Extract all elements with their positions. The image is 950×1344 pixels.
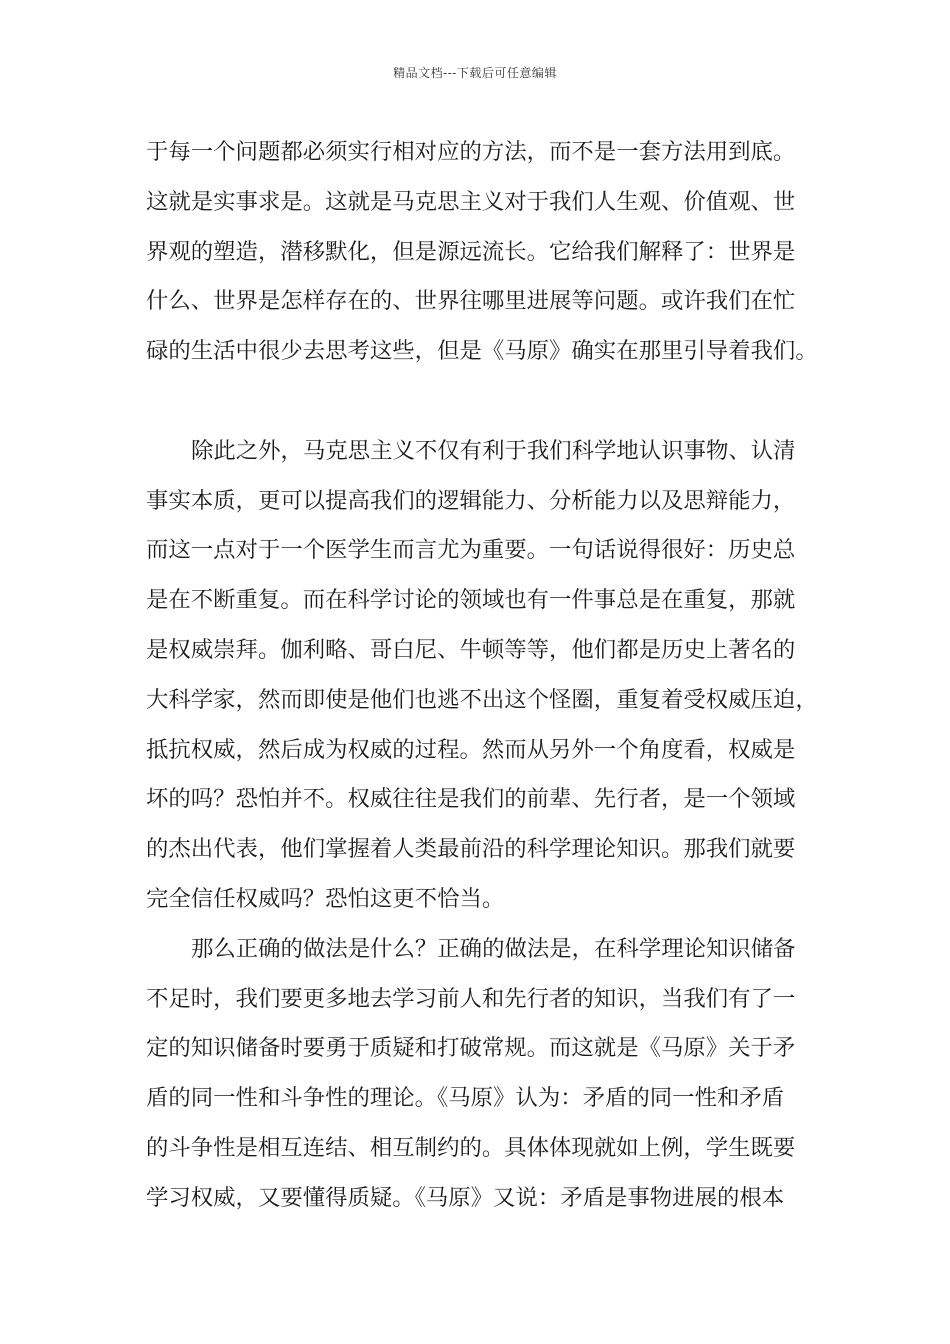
paragraph-line: 于每一个问题都必须实行相对应的方法，而不是一套方法用到底。 (146, 139, 796, 165)
document-body (146, 128, 826, 1224)
paragraph-line: 不足时，我们要更多地去学习前人和先行者的知识，当我们有了一 (146, 985, 796, 1012)
paragraph-line: 盾的同一性和斗争性的理论。《马原》认为：矛盾的同一性和矛盾 (146, 1085, 785, 1112)
paragraph-line: 界观的塑造，潜移默化，但是源远流长。它给我们解释了：世界是 (146, 238, 796, 265)
paragraph-3 (146, 925, 826, 1224)
paragraph-line: 碌的生活中很少去思考这些，但是《马原》确实在那里引导着我们。 (146, 338, 818, 365)
paragraph-line: 那么正确的做法是什么？正确的做法是，在科学理论知识储备 (191, 935, 796, 962)
paragraph-line: 是权威崇拜。伽利略、哥白尼、牛顿等等，他们都是历史上著名的 (146, 636, 796, 663)
paragraph-line: 完全信任权威吗？恐怕这更不恰当。 (146, 885, 505, 912)
paragraph-1 (146, 128, 826, 377)
paragraph-line: 定的知识储备时要勇于质疑和打破常规。而这就是《马原》关于矛 (146, 1035, 796, 1062)
paragraph-line: 这就是实事求是。这就是马克思主义对于我们人生观、价值观、世 (146, 188, 796, 215)
paragraph-line: 而这一点对于一个医学生而言尤为重要。一句话说得很好：历史总 (146, 537, 796, 564)
paragraph-line: 的斗争性是相互连结、相互制约的。具体体现就如上例，学生既要 (146, 1134, 796, 1161)
paragraph-line: 是在不断重复。而在科学讨论的领域也有一件事总是在重复，那就 (146, 587, 796, 614)
paragraph-line: 的杰出代表，他们掌握着人类最前沿的科学理论知识。那我们就要 (146, 836, 796, 863)
paragraph-line: 事实本质，更可以提高我们的逻辑能力、分析能力以及思辩能力， (146, 487, 796, 514)
paragraph-line: 什么、世界是怎样存在的、世界往哪里进展等问题。或许我们在忙 (146, 288, 796, 315)
paragraph-2 (146, 427, 826, 925)
paragraph-line: 坏的吗？恐怕并不。权威往往是我们的前辈、先行者，是一个领域 (146, 786, 796, 813)
paragraph-line: 抵抗权威，然后成为权威的过程。然而从另外一个角度看，权威是 (146, 736, 796, 763)
paragraph-line: 除此之外，马克思主义不仅有利于我们科学地认识事物、认清 (191, 437, 796, 464)
paragraph-gap (146, 377, 826, 427)
paragraph-line: 学习权威，又要懂得质疑。《马原》又说：矛盾是事物进展的根本 (146, 1184, 785, 1211)
paragraph-line: 大科学家，然而即使是他们也逃不出这个怪圈，重复着受权威压迫， (146, 686, 818, 713)
page-header: 精品文档---下载后可任意编辑 (393, 66, 557, 80)
